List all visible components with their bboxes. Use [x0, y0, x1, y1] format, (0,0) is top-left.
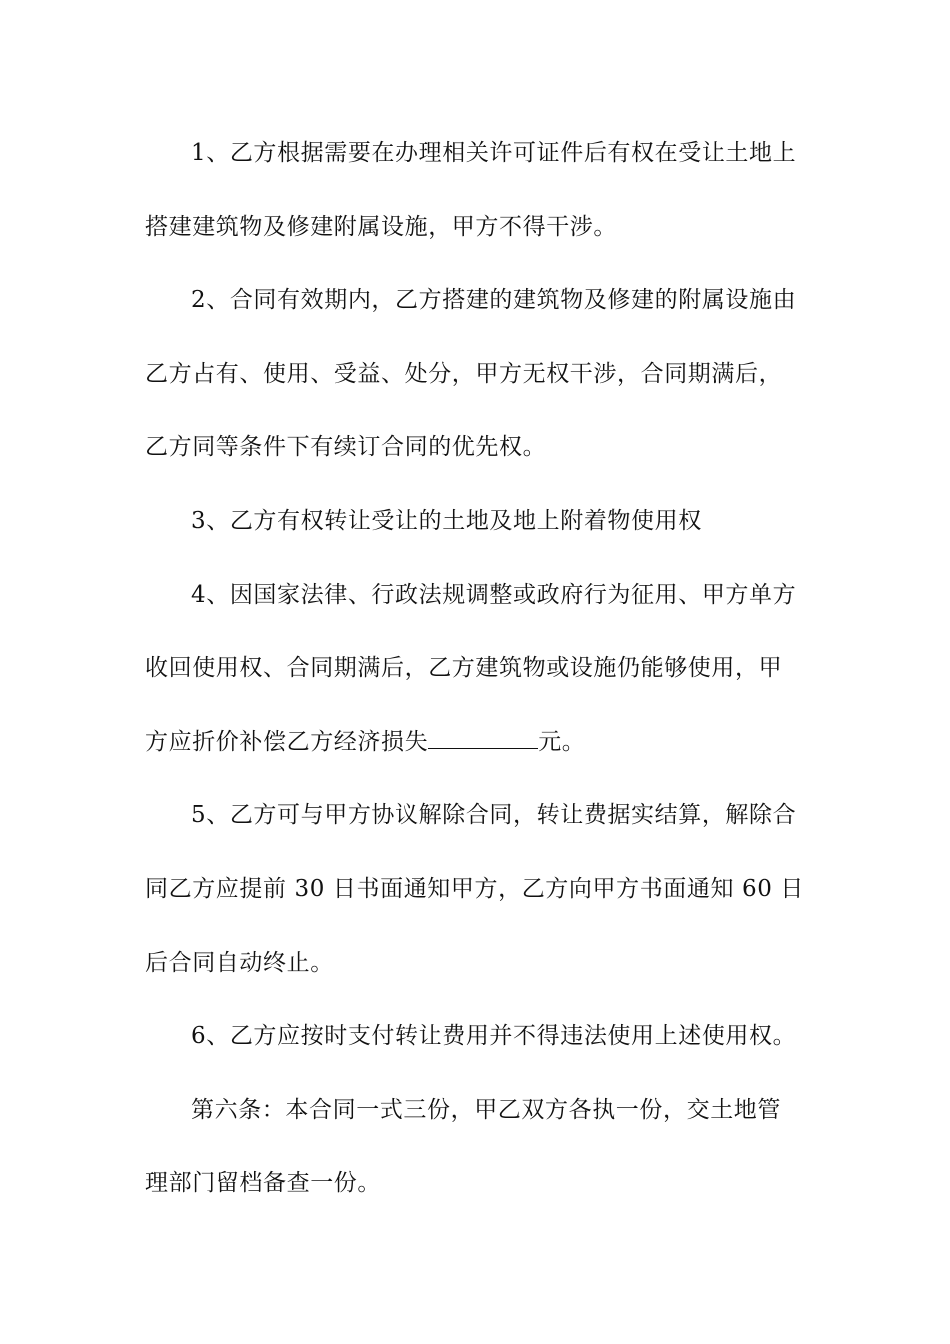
paragraph-4-line-2: 收回使用权、合同期满后，乙方建筑物或设施仍能够使用，甲: [145, 655, 783, 682]
paragraph-1-line-1: 1、乙方根据需要在办理相关许可证件后有权在受让土地上: [191, 140, 797, 166]
contract-body: [145, 128, 813, 1232]
compensation-text: 方应折价补偿乙方经济损失: [145, 728, 429, 755]
currency-unit: 元。: [538, 728, 586, 755]
paragraph-2-line-1: 2、合同有效期内，乙方搭建的建筑物及修建的附属设施由: [191, 287, 797, 314]
paragraph-2-line-2: 乙方占有、使用、受益、处分，甲方无权干涉，合同期满后，: [145, 360, 783, 387]
paragraph-4-line-3: [145, 717, 813, 791]
paragraph-5-line-1: 5、乙方可与甲方协议解除合同，转让费据实结算，解除合: [191, 802, 797, 829]
paragraph-1-line-2: 搭建建筑物及修建附属设施，甲方不得干涉。: [145, 213, 617, 240]
paragraph-4-line-1: 4、因国家法律、行政法规调整或政府行为征用、甲方单方: [191, 581, 797, 608]
article-6-line-2: 理部门留档备查一份。: [145, 1170, 381, 1197]
paragraph-6-line-1: 6、乙方应按时支付转让费用并不得违法使用上述使用权。: [191, 1023, 797, 1050]
paragraph-5-line-2: 同乙方应提前 30 日书面通知甲方，乙方向甲方书面通知 60 日: [145, 875, 804, 902]
compensation-amount-blank: [428, 730, 538, 749]
article-6-line-1: 第六条：本合同一式三份，甲乙双方各执一份，交土地管: [191, 1096, 781, 1123]
paragraph-2-line-3: 乙方同等条件下有续订合同的优先权。: [145, 434, 547, 461]
paragraph-5-line-3: 后合同自动终止。: [145, 949, 334, 976]
paragraph-3-line-1: 3、乙方有权转让受让的土地及地上附着物使用权: [191, 507, 702, 534]
